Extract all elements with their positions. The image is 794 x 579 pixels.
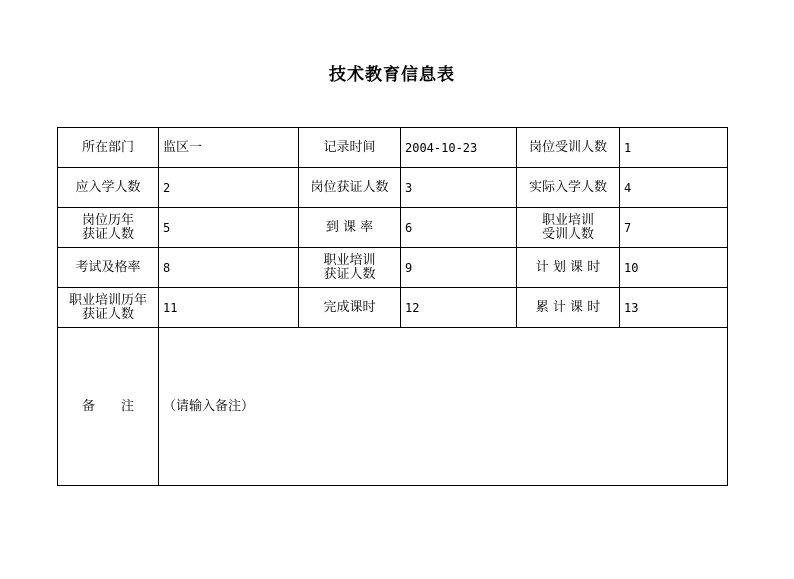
job-historic-certified-label: [58, 208, 159, 248]
info-table: [57, 127, 728, 486]
vocational-historic-certified-value[interactable]: 11: [159, 288, 299, 328]
vocational-historic-certified-label: [58, 288, 159, 328]
record-time-value[interactable]: 2004-10-23: [401, 128, 517, 168]
table-row: [58, 128, 728, 168]
attendance-rate-label: 到 课 率: [299, 208, 401, 248]
cumulative-hours-label: 累 计 课 时: [517, 288, 620, 328]
exam-pass-rate-label: 考试及格率: [58, 248, 159, 288]
planned-hours-value[interactable]: 10: [620, 248, 728, 288]
table-row: [58, 248, 728, 288]
vocational-certified-value[interactable]: 9: [401, 248, 517, 288]
job-historic-certified-label-line2: 获证人数: [81, 226, 134, 242]
job-certified-value[interactable]: 3: [401, 168, 517, 208]
vocational-historic-certified-label-line1: 职业培训历年: [68, 292, 147, 308]
vocational-trainees-label-line2: 受训人数: [541, 226, 594, 242]
job-trainees-label: 岗位受训人数: [517, 128, 620, 168]
table-row: [58, 168, 728, 208]
notes-label: 备 注: [58, 328, 159, 486]
cumulative-hours-value[interactable]: 13: [620, 288, 728, 328]
vocational-historic-certified-label-line2: 获证人数: [81, 306, 134, 322]
table-row: [58, 328, 728, 486]
table-row: [58, 208, 728, 248]
vocational-trainees-label-line1: 职业培训: [541, 212, 594, 228]
record-time-label: 记录时间: [299, 128, 401, 168]
job-certified-label: 岗位获证人数: [299, 168, 401, 208]
vocational-certified-label-line1: 职业培训: [323, 252, 376, 268]
attendance-rate-value[interactable]: 6: [401, 208, 517, 248]
department-label: 所在部门: [58, 128, 159, 168]
job-historic-certified-label-line1: 岗位历年: [81, 212, 134, 228]
notes-field[interactable]: （请输入备注）: [159, 328, 728, 486]
vocational-certified-label: [299, 248, 401, 288]
page-title: 技术教育信息表: [329, 65, 455, 85]
planned-hours-label: 计 划 课 时: [517, 248, 620, 288]
vocational-trainees-label: [517, 208, 620, 248]
job-trainees-value[interactable]: 1: [620, 128, 728, 168]
actual-enrollment-value[interactable]: 4: [620, 168, 728, 208]
vocational-certified-label-line2: 获证人数: [323, 266, 376, 282]
job-historic-certified-value[interactable]: 5: [159, 208, 299, 248]
actual-enrollment-label: 实际入学人数: [517, 168, 620, 208]
expected-enrollment-value[interactable]: 2: [159, 168, 299, 208]
expected-enrollment-label: 应入学人数: [58, 168, 159, 208]
vocational-trainees-value[interactable]: 7: [620, 208, 728, 248]
department-value[interactable]: 监区一: [159, 128, 299, 168]
completed-hours-label: 完成课时: [299, 288, 401, 328]
table-row: [58, 288, 728, 328]
exam-pass-rate-value[interactable]: 8: [159, 248, 299, 288]
completed-hours-value[interactable]: 12: [401, 288, 517, 328]
